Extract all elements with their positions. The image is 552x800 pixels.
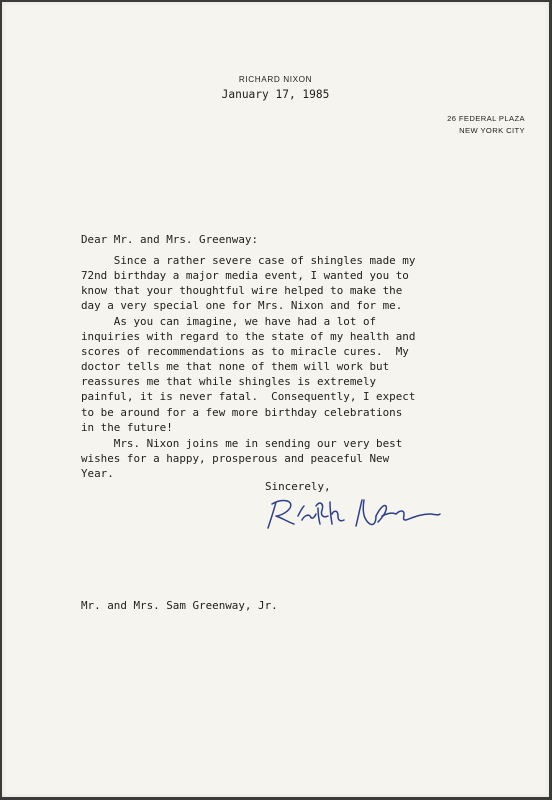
- handwritten-signature: [264, 494, 444, 536]
- letter-sheet: [2, 2, 549, 797]
- body-paragraph-2: As you can imagine, we have had a lot of inquiries with regard to the state of my health and scores of recommendations as to miracle cures. My doctor tells me that none of them will work but reassures me that while shingles is extremely painful, it is never fatal. Consequently, I expect to be around for a few more birthday celebrations in the future!: [81, 315, 416, 434]
- address-line-1: 26 FEDERAL PLAZA: [447, 114, 525, 123]
- body-paragraph-3: Mrs. Nixon joins me in sending our very best wishes for a happy, prosperous and peaceful New Year.: [81, 437, 403, 481]
- body-paragraph-1: Since a rather severe case of shingles made my 72nd birthday a major media event, I wanted you to know that your thoughtful wire helped to make the day a very special one for Mrs. Nixon and for me.: [81, 254, 416, 313]
- letter-date: January 17, 1985: [221, 88, 330, 101]
- letterhead-address: [447, 113, 525, 137]
- salutation: Dear Mr. and Mrs. Greenway:: [81, 233, 259, 246]
- closing: Sincerely,: [265, 480, 331, 493]
- recipient-line: Mr. and Mrs. Sam Greenway, Jr.: [81, 599, 278, 612]
- address-line-2: NEW YORK CITY: [459, 126, 525, 135]
- letterhead-name: RICHARD NIXON: [238, 75, 313, 84]
